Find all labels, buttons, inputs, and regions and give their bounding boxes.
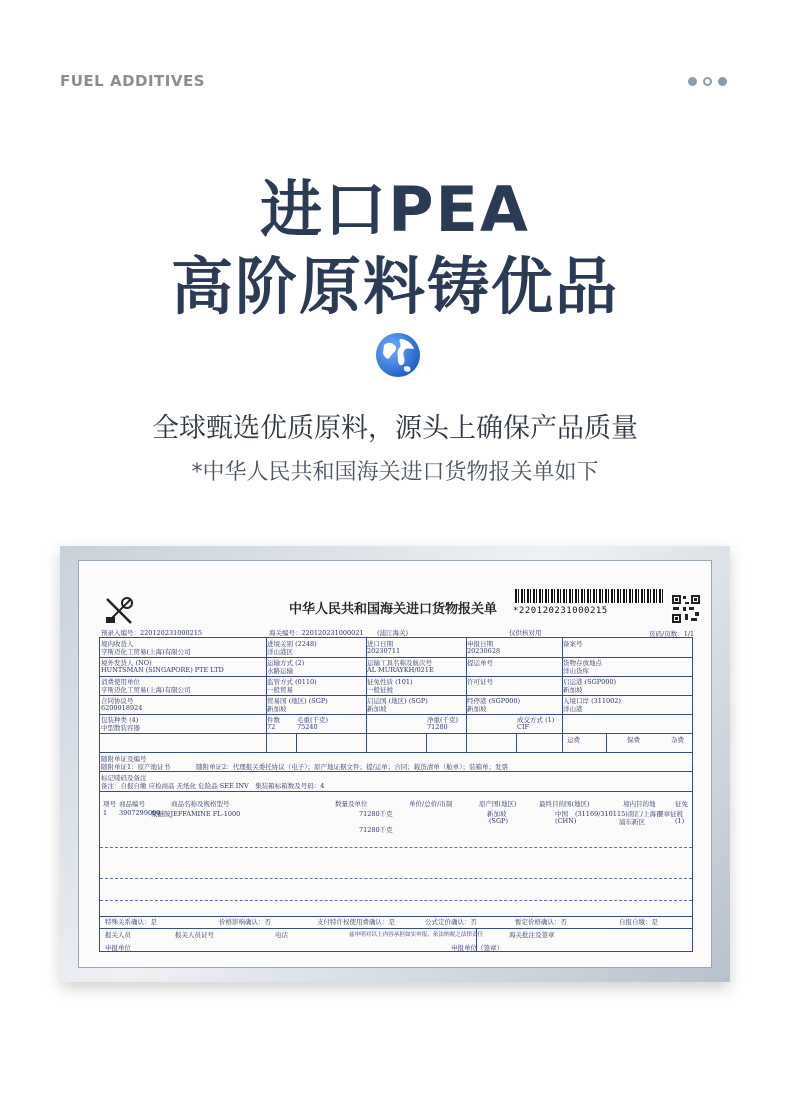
pre-entry-number: 预录入编号：220120231000215 [101, 629, 203, 637]
confirmation-field: 特殊关系确认：是 [105, 918, 157, 926]
field-label: 包装种类 (4) [101, 716, 139, 724]
item-header: 最终目的国(地区) [539, 800, 590, 808]
customs-office: (浦江海关) [377, 629, 409, 637]
field-value: CIF [517, 723, 530, 731]
fee-label: 保费 [627, 736, 640, 744]
dot-filled [688, 77, 697, 86]
item-header: 境内目的地 [623, 800, 656, 808]
field-value: 新加坡 [467, 705, 487, 713]
item-header: 征免 [675, 800, 688, 808]
hero-title-line1: 进口PEA [260, 173, 530, 246]
item-destination-code: (CHN) [555, 817, 577, 825]
field-label: 征免性质 (101) [367, 678, 413, 686]
item-header: 项号 [103, 800, 116, 808]
item-domestic: (31169/310115)南汇/上海市 [575, 810, 663, 818]
field-label: 货物存放地点 [563, 659, 602, 667]
customs-note-label: 海关批注及签章 [509, 931, 555, 939]
hero-note: *中华人民共和国海关进口货物报关单如下 [191, 460, 599, 485]
item-header: 商品编号 [119, 800, 145, 808]
qr-code-icon [671, 594, 701, 624]
field-label: 成交方式 (1) [517, 716, 555, 724]
item-domestic-2: 浦东新区 [619, 818, 645, 826]
unit-label: 申报单位 [105, 944, 131, 952]
item-qty: 71280千克 [359, 810, 393, 818]
field-value: 新加坡 [267, 705, 287, 713]
field-label: 许可证号 [467, 678, 493, 686]
field-label: 启运国 (地区) (SGP) [367, 697, 428, 705]
confirmation-field: 暂定价格确认：否 [515, 918, 567, 926]
field-label: 进口日期 [367, 640, 393, 648]
barcode-number: *220120231000215 [513, 606, 608, 616]
document-title: 中华人民共和国海关进口货物报关单 [289, 602, 498, 617]
item-header: 商品名称及规格型号 [171, 800, 230, 808]
field-value: 亨斯迈化工贸易(上海)有限公司 [101, 648, 191, 656]
field-value: AL MURAYKH/021E [367, 666, 434, 674]
page-count: 页码/页数：1/1 [649, 630, 695, 638]
field-label: 毛重(千克) [297, 716, 329, 724]
field-value: 洋山港区 [267, 648, 293, 656]
hero-subtitle: 全球甄选优质原料，源头上确保产品质量 [152, 413, 638, 444]
field-value: 20230628 [467, 647, 501, 655]
phone-label: 电话 [275, 931, 288, 939]
field-value: 71280 [427, 723, 448, 731]
field-label: 合同协议号 [101, 697, 134, 705]
item-code: 3907299090 [119, 809, 161, 817]
field-value: 亨斯迈化工贸易(上海)有限公司 [101, 686, 191, 694]
field-label: 监管方式 (0110) [267, 678, 317, 686]
field-value: 一般征税 [367, 686, 393, 694]
item-origin-code: (SGP) [489, 817, 509, 825]
item-levy-code: (1) [675, 817, 685, 825]
field-label: 运输工具名称及航次号 [367, 659, 432, 667]
field-value: 中型散装容器 [101, 724, 140, 732]
declarer-no-label: 报关人员证号 [175, 931, 214, 939]
item-header: 单价/总价/币制 [409, 800, 453, 808]
item-name: 聚醚胺JEFFAMINE FL-1000 [151, 810, 241, 818]
field-label: 入境口岸 (311002) [563, 697, 621, 705]
field-value: 75240 [297, 723, 318, 731]
barcode [515, 589, 665, 603]
item-destination: 中国 [555, 810, 568, 818]
field-label: 境内收货人 [101, 640, 134, 648]
field-value: HUNTSMAN (SINGAPORE) PTE LTD [101, 666, 224, 674]
confirmation-field: 价格影响确认：否 [219, 918, 271, 926]
field-value: 新加坡 [563, 686, 583, 694]
field-value: 新加坡 [367, 705, 387, 713]
item-header: 原产国(地区) [479, 800, 517, 808]
fee-label: 运费 [567, 736, 580, 744]
declarer-label: 报关人员 [105, 931, 131, 939]
field-value: 6200918924 [101, 704, 143, 712]
globe-icon [374, 331, 422, 379]
pagination-dots [688, 77, 727, 86]
field-label: 启运港 (SGP000) [563, 678, 617, 686]
field-value: 一般贸易 [267, 686, 293, 694]
field-label: 境外发货人 (NO) [101, 659, 152, 667]
stamp-label: 申报单位（签章） [451, 944, 503, 952]
item-levy: 照章征税 [657, 810, 683, 818]
field-label: 申报日期 [467, 640, 493, 648]
hero-title-line2: 高阶原料铸优品 [170, 250, 619, 323]
field-label: 件数 [267, 716, 280, 724]
marks-value: 备注：自报自缴 应检商品 无纸化 危险品 SEE INV 集装箱标箱数及号码：4 [101, 782, 325, 790]
field-value: 72 [267, 723, 276, 731]
field-label: 运输方式 (2) [267, 659, 305, 667]
customs-number: 海关编号：220120231000021 [269, 629, 364, 637]
field-label: 提运单号 [467, 659, 493, 667]
item-qty-legal: 71280千克 [359, 826, 393, 834]
field-label: 贸易国 (地区) (SGP) [267, 697, 328, 705]
document-frame [60, 546, 730, 982]
field-label: 消费使用单位 [101, 678, 140, 686]
confirmation-field: 自报自缴：是 [619, 918, 658, 926]
field-value: 洋山货库 [563, 667, 589, 675]
docs-label: 随附单证及编号 [101, 755, 147, 763]
docs-value: 随附单证1：原产地证书 随附单证2：代理报关委托协议（电子）；原产地证据文件；提/运单；合同；载货清单（舱单）；装箱单；发票 [101, 763, 508, 771]
confirmation-field: 公式定价确认：否 [425, 918, 477, 926]
field-label: 进境关别 (2248) [267, 640, 317, 648]
confirmation-field: 支付特许权使用费确认：是 [317, 918, 395, 926]
dot-outline [703, 77, 712, 86]
field-label: 经停港 (SGP000) [467, 697, 521, 705]
fee-label: 杂费 [671, 736, 684, 744]
item-header: 数量及单位 [335, 800, 368, 808]
item-number: 1 [103, 809, 108, 817]
brand-label: FUEL ADDITIVES [60, 72, 206, 90]
verify-only-label: 仅供核对用 [509, 629, 542, 637]
customs-declaration [78, 560, 712, 968]
declaration-statement: 兹申明对以上内容承担如实申报、依法纳税之法律责任 [349, 932, 484, 938]
field-label: 净重(千克) [427, 716, 459, 724]
field-value: 水路运输 [267, 667, 293, 675]
item-origin: 新加坡 [487, 810, 507, 818]
dot-filled [718, 77, 727, 86]
field-value: 20230711 [367, 647, 401, 655]
customs-emblem-icon [103, 593, 137, 627]
field-value: 洋山港 [563, 705, 583, 713]
marks-label: 标记唛码及备注 [101, 774, 147, 782]
field-label: 备案号 [563, 640, 583, 648]
